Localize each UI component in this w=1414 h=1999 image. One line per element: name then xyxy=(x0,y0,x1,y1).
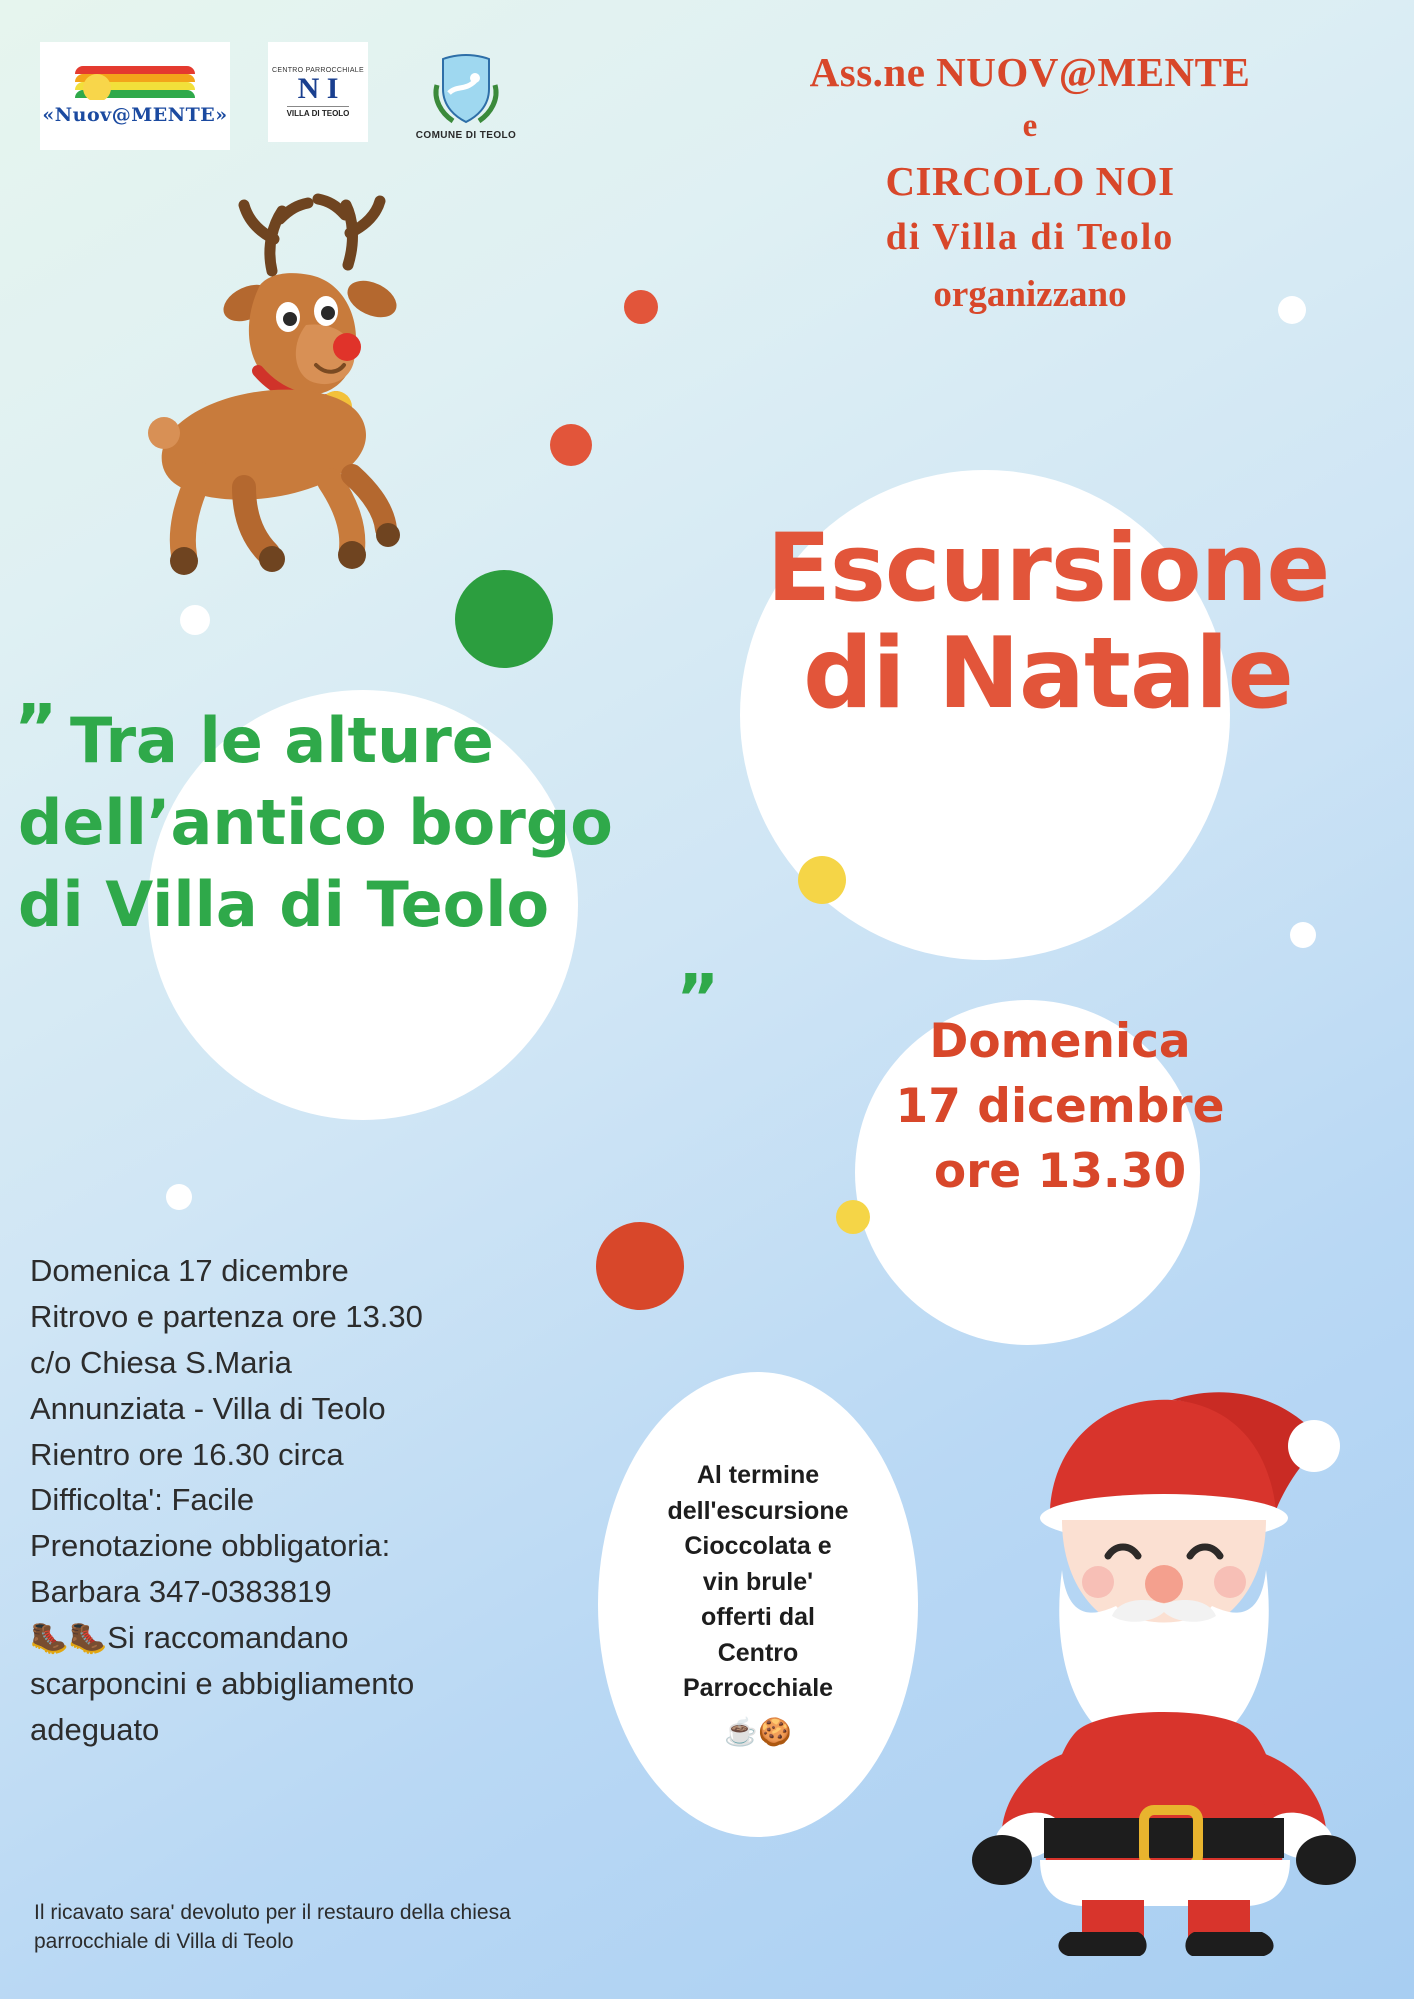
coffee-cookie-icon: ☕🍪 xyxy=(724,1716,792,1747)
subtitle-line-1: Tra le alture xyxy=(70,704,494,777)
refreshments-line-6: Centro xyxy=(717,1638,799,1667)
header-line-1: Ass.ne NUOV@MENTE xyxy=(809,49,1251,95)
footnote-line-2: parrocchiale di Villa di Teolo xyxy=(34,1930,294,1954)
event-details-line: Domenica 17 dicembre xyxy=(30,1253,349,1288)
event-details-line: adeguato xyxy=(30,1711,160,1747)
event-details-line: 🥾🥾Si raccomandano xyxy=(30,1620,349,1655)
decor-dot-red-1 xyxy=(624,290,658,324)
nuovamente-logo xyxy=(40,42,230,150)
event-details-line: Barbara 347-0383819 xyxy=(30,1574,332,1610)
decor-dot-yellow-1 xyxy=(798,856,846,904)
event-details-line: Ritrovo e partenza ore 13.30 xyxy=(30,1298,423,1334)
footnote xyxy=(34,1898,734,1957)
refreshments-line-4: vin brule' xyxy=(702,1567,814,1596)
event-details-line: c/o Chiesa S.Maria xyxy=(30,1344,292,1380)
header-line-3: CIRCOLO NOI xyxy=(885,158,1175,204)
decor-dot-red-2 xyxy=(550,424,592,466)
title-line-1: Escursione xyxy=(766,514,1330,623)
reindeer-illustration xyxy=(140,175,470,620)
header-line-5: organizzano xyxy=(933,274,1127,315)
date-badge xyxy=(860,1010,1260,1205)
title-line-2: di Natale xyxy=(802,616,1294,731)
quote-close-mark: ” xyxy=(676,960,720,1037)
event-details xyxy=(30,1248,650,1753)
event-details-line: Difficolta': Facile xyxy=(30,1482,255,1518)
page-title xyxy=(718,514,1378,731)
circolo-noi-logo-sub-text: VILLA DI TEOLO xyxy=(287,106,350,118)
refreshments-line-5: offerti dal xyxy=(701,1603,815,1632)
event-details-line: Rientro ore 16.30 circa xyxy=(30,1436,344,1472)
refreshments-line-7: Parrocchiale xyxy=(682,1674,834,1703)
subtitle-line-3: di Villa di Teolo xyxy=(18,867,550,941)
event-details-line: Annunziata - Villa di Teolo xyxy=(30,1390,386,1426)
comune-di-teolo-logo xyxy=(406,42,526,150)
circolo-noi-logo xyxy=(268,42,368,142)
comune-di-teolo-caption: COMUNE DI TEOLO xyxy=(415,130,517,141)
event-details-line: Prenotazione obbligatoria: xyxy=(30,1528,391,1564)
refreshments-line-3: Cioccolata e xyxy=(684,1532,832,1561)
quote-open-mark: ” xyxy=(14,690,58,767)
nuovamente-logo-text: «Nuov@MENTE» xyxy=(42,104,228,126)
refreshments-line-2: dell'escursione xyxy=(667,1496,849,1525)
footnote-line-1: Il ricavato sara' devoluto per il restauro della chiesa xyxy=(34,1901,511,1924)
rainbow-icon xyxy=(75,66,195,100)
decor-dot-white-4 xyxy=(166,1184,192,1210)
subtitle xyxy=(18,700,758,945)
date-badge-line-2: 17 dicembre xyxy=(895,1078,1225,1134)
refreshments-line-1: Al termine xyxy=(696,1461,820,1490)
refreshments-note xyxy=(598,1372,918,1837)
subtitle-line-2: dell’antico borgo xyxy=(18,785,613,859)
circolo-noi-logo-main-text: N I xyxy=(297,71,339,105)
header-line-2: e xyxy=(1022,108,1038,144)
event-details-line: scarponcini e abbigliamento xyxy=(30,1665,415,1701)
decor-dot-white-3 xyxy=(1290,922,1316,948)
circolo-noi-logo-top-text: CENTRO PARROCCHIALE xyxy=(272,66,364,74)
comune-crest-icon xyxy=(431,51,501,127)
santa-claus-illustration xyxy=(958,1360,1358,1965)
organizers-header xyxy=(700,48,1360,316)
decor-dot-yellow-2 xyxy=(836,1200,870,1234)
header-line-4: di Villa di Teolo xyxy=(885,216,1175,258)
date-badge-line-3: ore 13.30 xyxy=(933,1143,1187,1199)
logo-row xyxy=(40,42,526,150)
date-badge-line-1: Domenica xyxy=(929,1014,1191,1069)
